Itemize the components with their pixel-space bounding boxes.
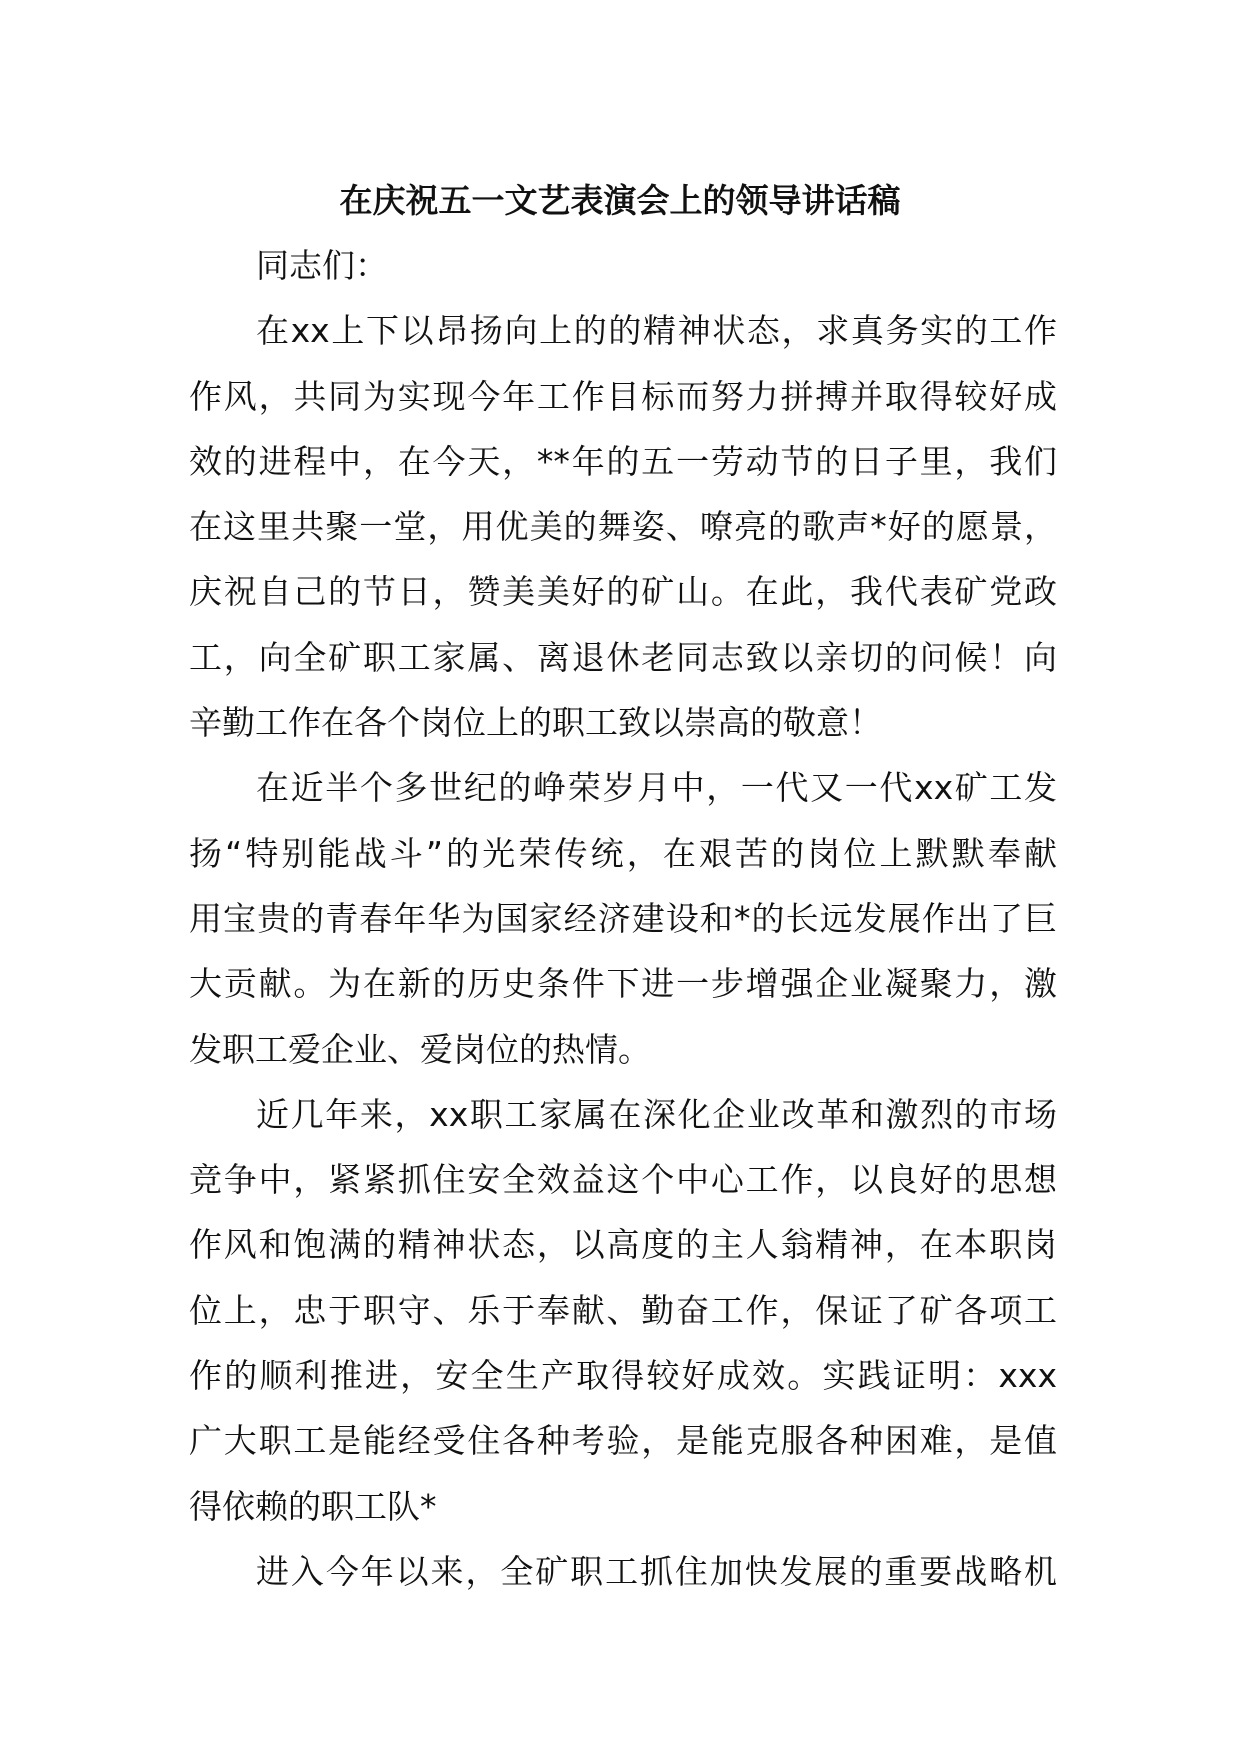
text-line: 用宝贵的青春年华为国家经济建设和*的长远发展作出了巨 (189, 898, 1057, 938)
text-line: 近几年来，xx职工家属在深化企业改革和激烈的市场 (256, 1094, 1057, 1134)
text-line: 得依赖的职工队* (189, 1486, 437, 1526)
text-line: 扬“特别能战斗”的光荣传统，在艰苦的岗位上默默奉献 (189, 833, 1057, 873)
paragraph (189, 298, 1057, 755)
text-line: 效的进程中，在今天，**年的五一劳动节的日子里，我们 (189, 441, 1057, 481)
text-line: 同志们： (256, 246, 388, 285)
text-line: 竞争中，紧紧抓住安全效益这个中心工作，以良好的思想 (189, 1160, 1057, 1200)
document-body (189, 233, 1057, 1604)
text-line: 在这里共聚一堂，用优美的舞姿、嘹亮的歌声*好的愿景， (189, 507, 1057, 547)
text-line: 发职工爱企业、爱岗位的热情。 (189, 1029, 651, 1069)
text-line: 工，向全矿职工家属、离退休老同志致以亲切的问候！向 (189, 637, 1057, 677)
text-line: 进入今年以来，全矿职工抓住加快发展的重要战略机 (256, 1551, 1057, 1591)
text-line: 作的顺利推进，安全生产取得较好成效。实践证明：xxx (189, 1356, 1057, 1396)
paragraph (189, 1082, 1057, 1539)
text-line: 大贡献。为在新的历史条件下进一步增强企业凝聚力，激 (189, 964, 1057, 1004)
text-line: 广大职工是能经受住各种考验，是能克服各种困难，是值 (189, 1421, 1057, 1461)
text-line: 辛勤工作在各个岗位上的职工致以崇高的敬意！ (189, 703, 882, 743)
text-line: 作风，共同为实现今年工作目标而努力拼搏并取得较好成 (189, 376, 1057, 416)
text-line: 位上，忠于职守、乐于奉献、勤奋工作，保证了矿各项工 (189, 1290, 1057, 1330)
text-line: 在xx上下以昂扬向上的的精神状态，求真务实的工作 (256, 311, 1057, 351)
paragraph (189, 755, 1057, 1081)
salutation (189, 233, 1057, 298)
text-line: 在近半个多世纪的峥荣岁月中，一代又一代xx矿工发 (256, 768, 1057, 808)
paragraph (189, 1539, 1057, 1604)
document-title: 在庆祝五一文艺表演会上的领导讲话稿 (339, 181, 901, 220)
text-line: 庆祝自己的节日，赞美美好的矿山。在此，我代表矿党政 (189, 572, 1057, 612)
text-line: 作风和饱满的精神状态，以高度的主人翁精神，在本职岗 (189, 1225, 1057, 1265)
